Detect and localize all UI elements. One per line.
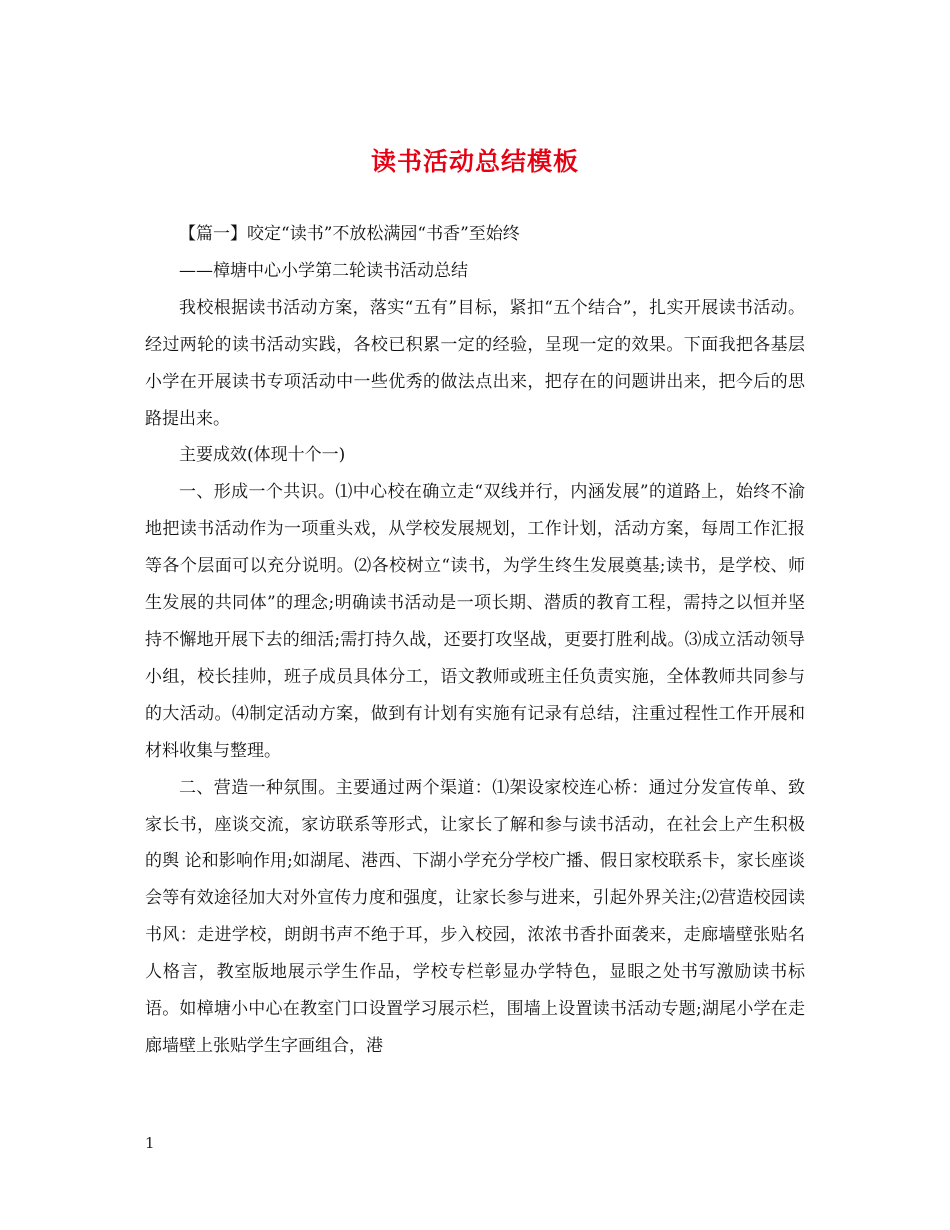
paragraph: 我校根据读书活动方案，落实“五有”目标，紧扣“五个结合”，扎实开展读书活动。经过两轮的读书活动实践，各校已积累一定的经验，呈现一定的效果。下面我把各基层小学在开展读书专项活动中一些优秀的做法点出来，把存在的问题讲出来，把今后的思路提出来。	[145, 297, 805, 429]
page-number: 1	[145, 1134, 155, 1152]
section-heading: 【篇一】咬定“读书”不放松满园“书香”至始终	[179, 224, 520, 244]
document-title: 读书活动总结模板	[370, 147, 579, 176]
section-subheading: ——樟塘中心小学第二轮读书活动总结	[179, 260, 468, 281]
document-body	[145, 216, 805, 1065]
paragraph: 主要成效(体现十个一)	[179, 445, 346, 466]
paragraph: 二、营造一种氛围。主要通过两个渠道：⑴架设家校连心桥：通过分发宣传单、致家长书，座谈交流，家访联系等形式，让家长了解和参与读书活动，在社会上产生积极的舆 论和影响作用;如湖尾、港西、下湖小学充分学校广播、假日家校联系卡，家长座谈会等有效途径加大对外宣传力度和强度，让家长参与进来，引起外界关注;⑵营造校园读书风：走进学校，朗朗书声不绝于耳，步入校园，浓浓书香扑面袭来，走廊墙壁张贴名人格言，教室版地展示学生作品，学校专栏彰显办学特色，显眼之处书写激励读书标语。如樟塘小中心在教室门口设置学习展示栏，围墙上设置读书活动专题;湖尾小学在走廊墙壁上张贴学生字画组合，港	[145, 777, 805, 1056]
paragraph: 一、形成一个共识。⑴中心校在确立走“双线并行，内涵发展”的道路上，始终不渝地把读书活动作为一项重头戏，从学校发展规划，工作计划，活动方案，每周工作汇报等各个层面可以充分说明。⑵各校树立“读书，为学生终生发展奠基;读书，是学校、师生发展的共同体”的理念;明确读书活动是一项长期、潜质的教育工程，需持之以恒并坚持不懈地开展下去的细活;需打持久战，还要打攻坚战，更要打胜利战。⑶成立活动领导小组，校长挂帅，班子成员具体分工，语文教师或班主任负责实施，全体教师共同参与的大活动。⑷制定活动方案，做到有计划有实施有记录有总结，注重过程性工作开展和材料收集与整理。	[145, 482, 805, 761]
